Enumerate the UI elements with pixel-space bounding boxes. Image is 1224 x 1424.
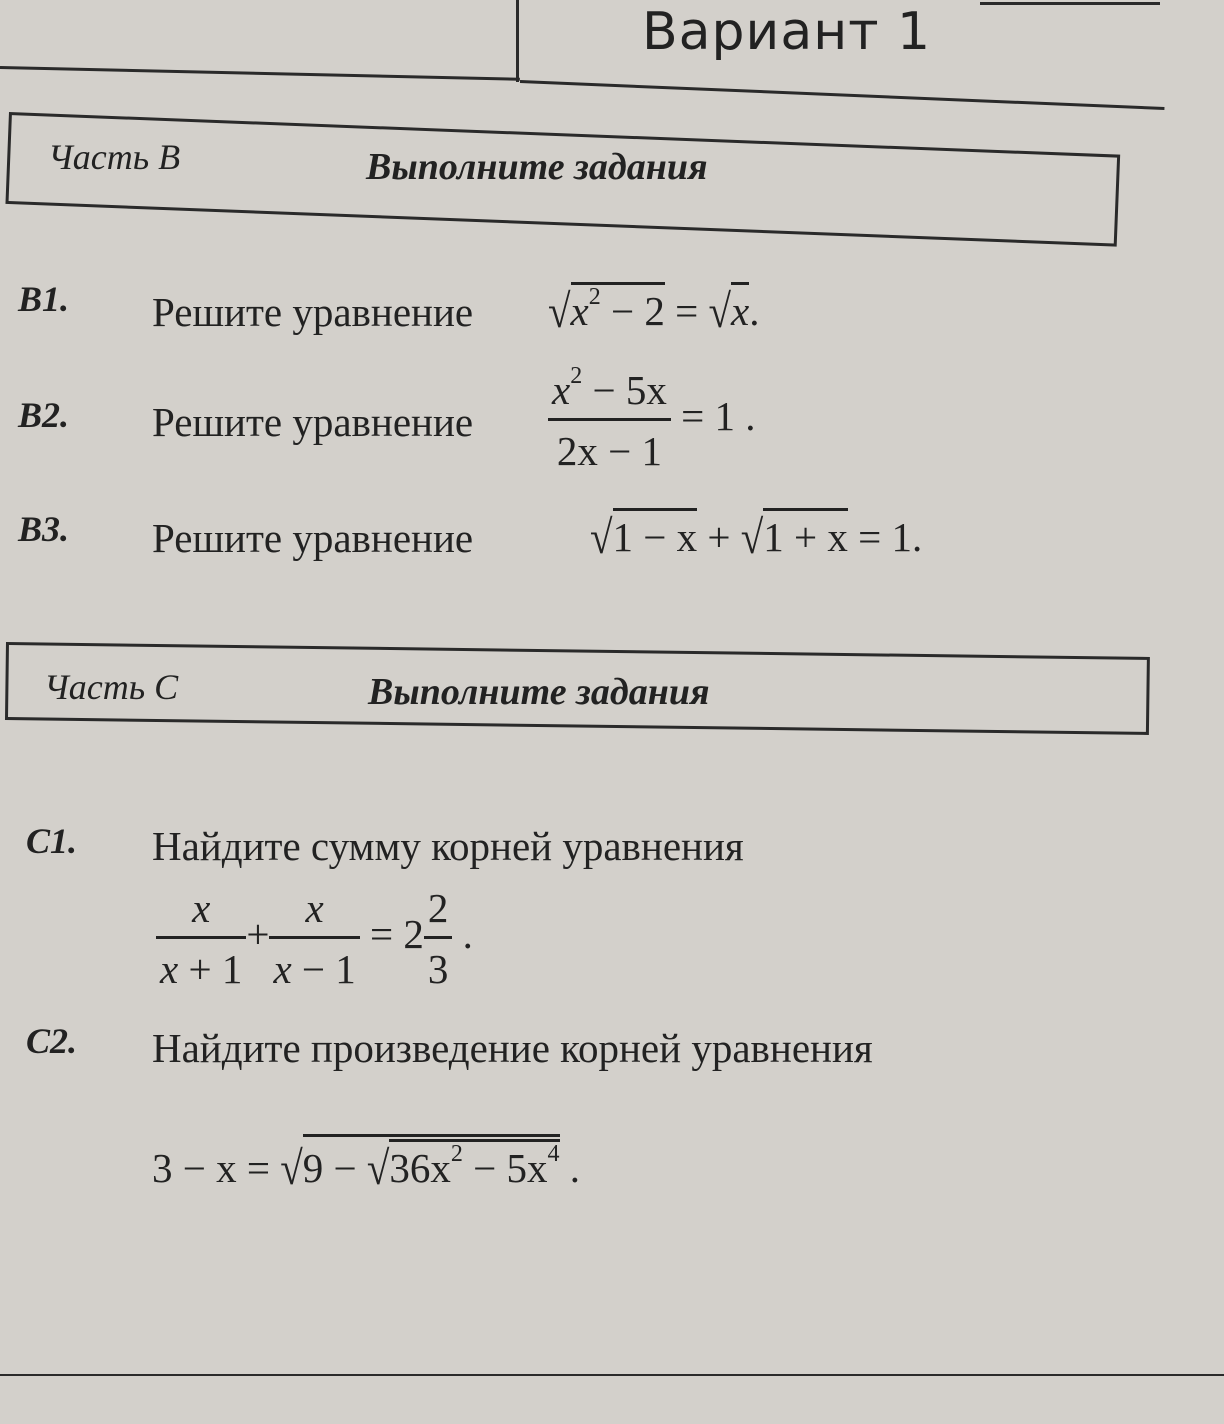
task-b2-equation: $\frac{x^2 - 5x}{2x - 1}$ = 1 .	[548, 366, 755, 475]
task-b3-text: Решите уравнение	[152, 515, 474, 561]
task-b1-text: Решите уравнение	[152, 289, 474, 335]
part-b-label: Часть B	[48, 137, 181, 177]
task-c2-text: Найдите произведение корней уравнения	[152, 1025, 873, 1071]
variant-title: Вариант 1	[642, 2, 932, 62]
task-c2-number: C2.	[26, 1021, 78, 1061]
task-b3-number: B3.	[18, 509, 70, 549]
task-c1-text: Найдите сумму корней уравнения	[152, 823, 744, 869]
bottom-rule	[0, 1374, 1224, 1376]
task-b3-equation: √1 − x + √1 + x = 1.	[590, 508, 922, 561]
task-b2-number: B2.	[18, 395, 70, 435]
part-b-title: Выполните задания	[366, 146, 708, 188]
part-c-title: Выполните задания	[368, 671, 710, 713]
task-c1-number: C1.	[26, 821, 78, 861]
task-b1-number: B1.	[18, 279, 70, 319]
top-rule	[0, 66, 520, 81]
header-rule	[520, 80, 1165, 110]
task-c2-equation: $3 - x = √9 - √36x^2 - 5x^4$ .	[152, 1134, 580, 1192]
task-b2-text: Решите уравнение	[152, 399, 474, 445]
header-divider	[516, 0, 519, 82]
part-c-label: Часть C	[44, 667, 179, 707]
task-b1-equation: $√x^2 - 2 = √x$.	[548, 282, 759, 335]
header-top-rule	[980, 2, 1160, 5]
task-c1-equation: $\frac{x}{x + 1}$ + $\frac{x}{x - 1}$ = 2 $\frac{2}{3}$ .	[156, 884, 473, 993]
